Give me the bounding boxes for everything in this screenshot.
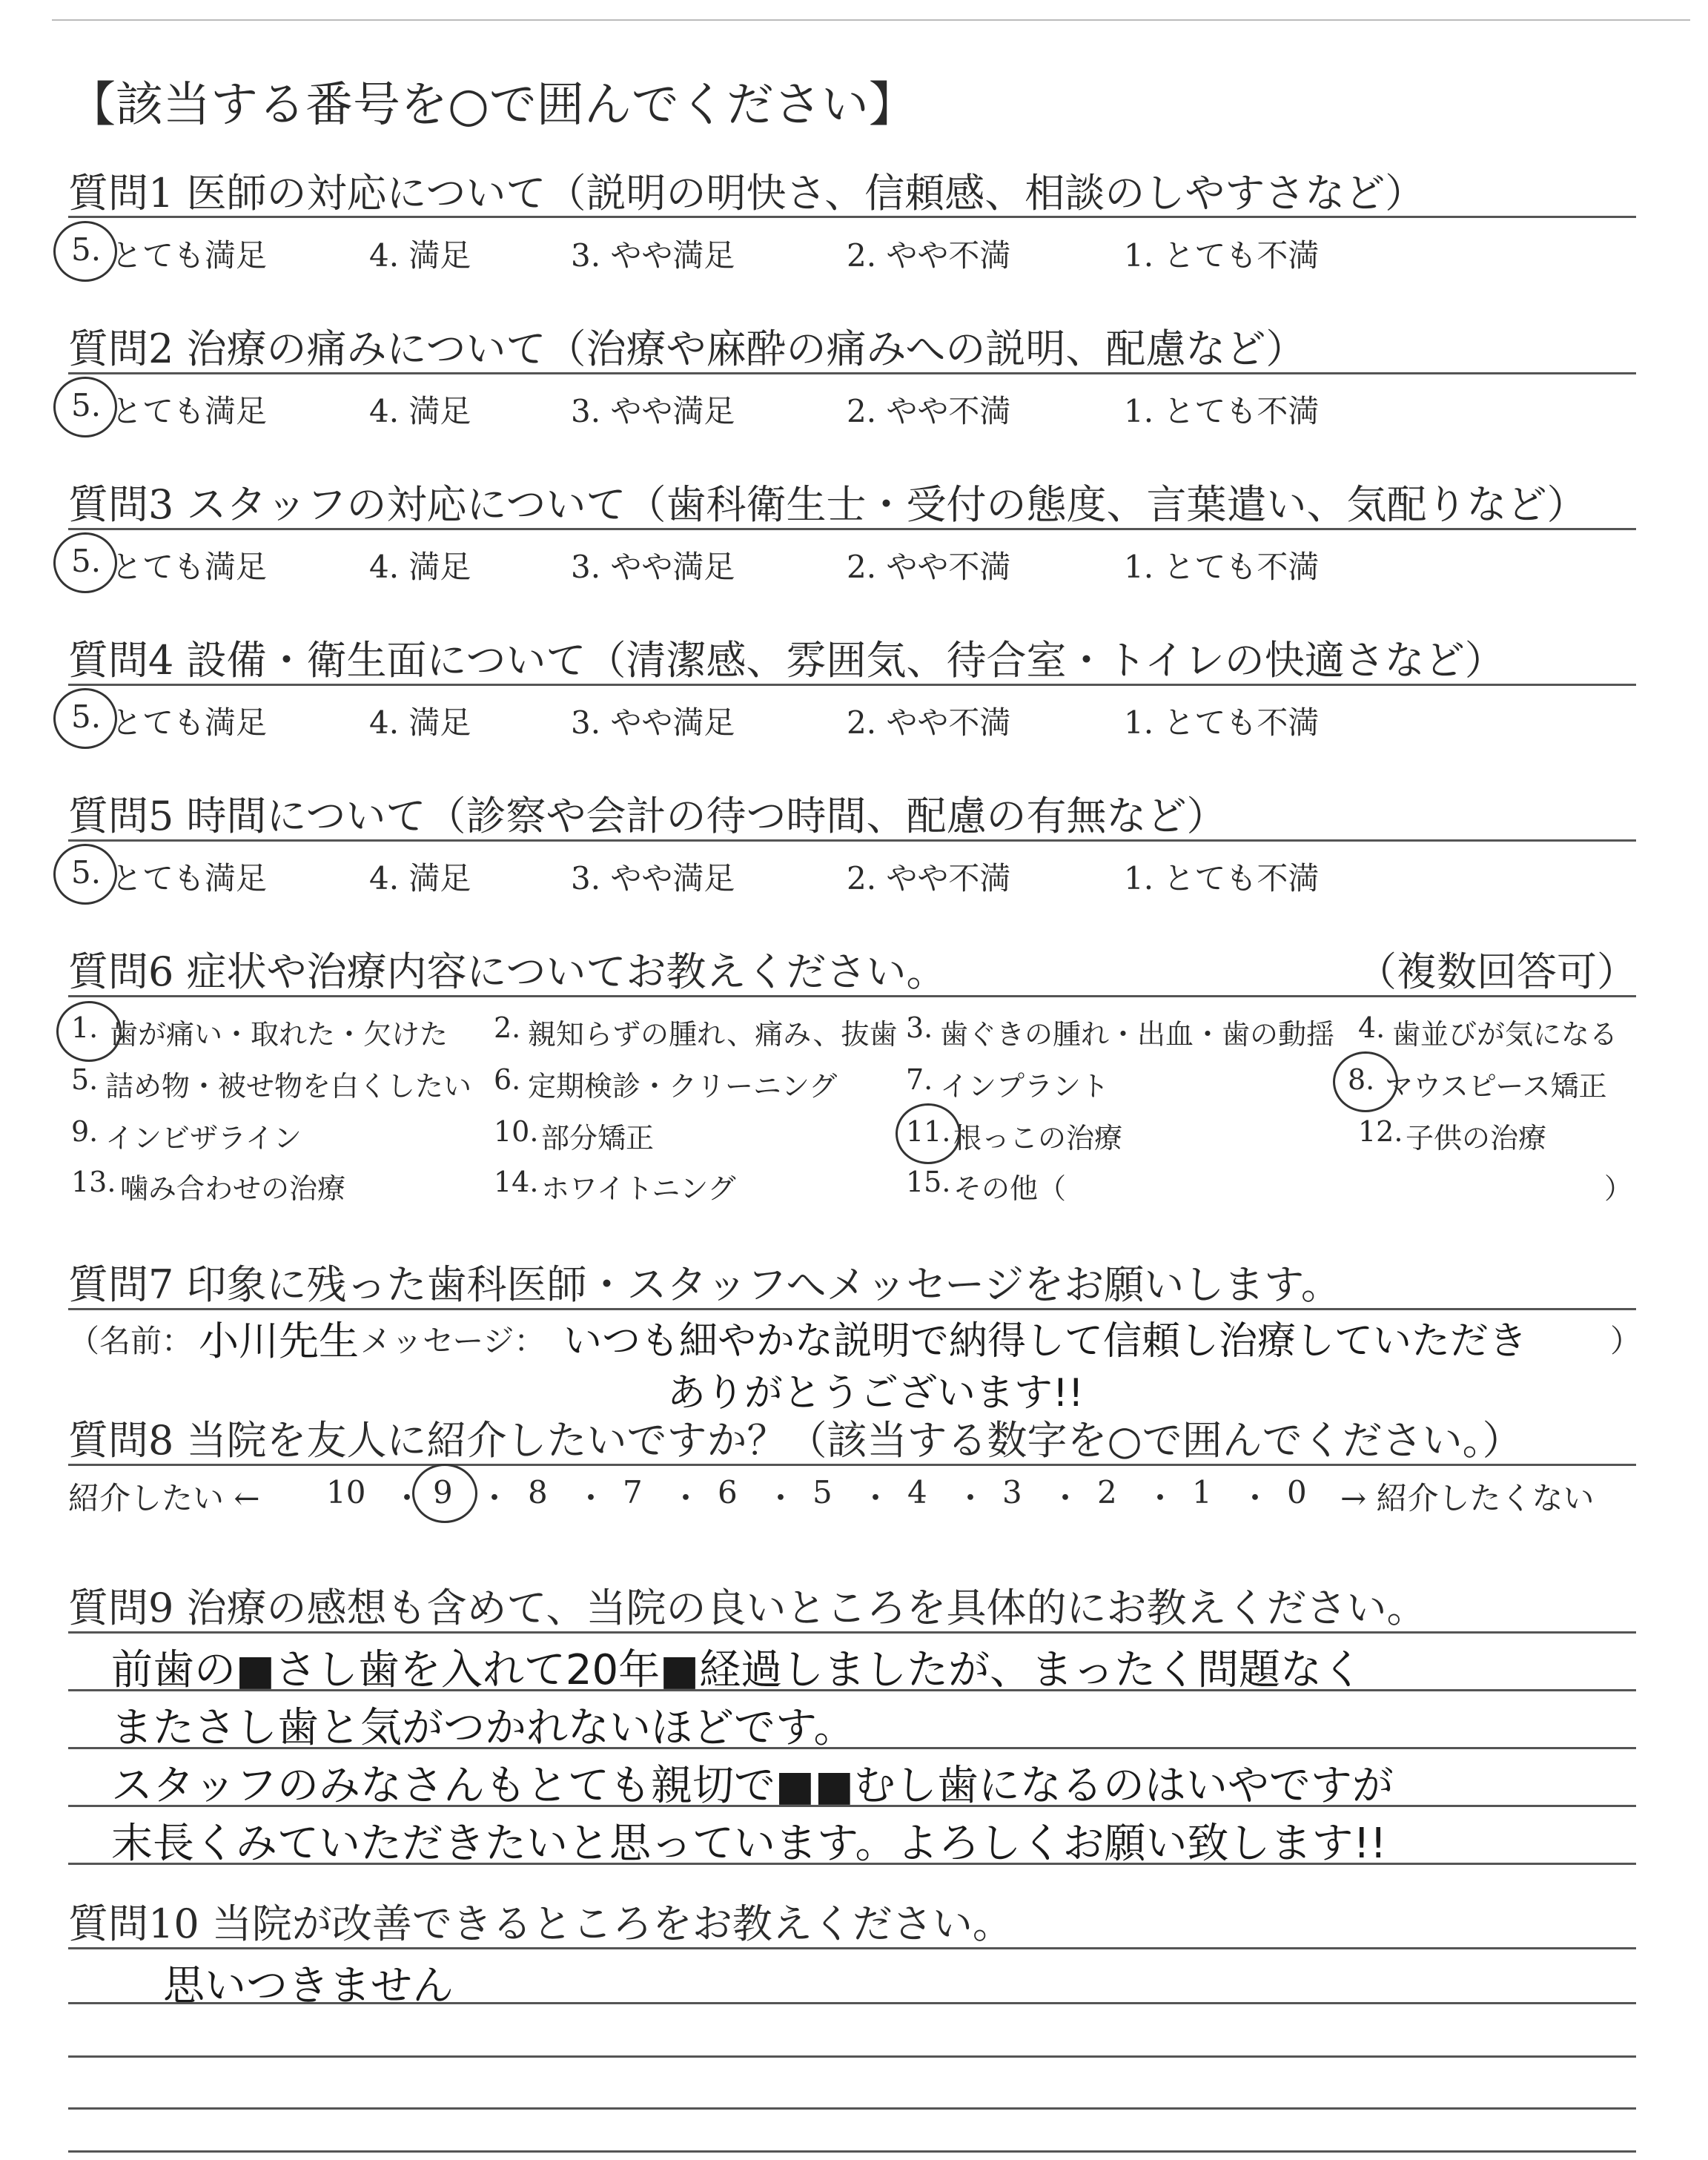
q2-opt2[interactable]: 2. やや不満 xyxy=(847,393,1011,429)
q7-message-label: メッセージ： xyxy=(360,1323,546,1359)
q1-opt3[interactable]: 3. やや満足 xyxy=(571,237,735,274)
q6-opt4-label: 歯並びが気になる xyxy=(1392,1018,1618,1051)
q10-title: 質問10 当院が改善できるところをお教えください。 xyxy=(68,1900,1013,1947)
q6-opt11-label: 根っこの治療 xyxy=(953,1122,1123,1155)
q9-answer-line1[interactable]: 前歯の■さし歯を入れて20年■経過しましたが、まったく問題なく xyxy=(111,1646,1364,1694)
q9-rule-3 xyxy=(68,1805,1636,1807)
q8-val-2[interactable]: 2 xyxy=(1097,1474,1117,1510)
q10-rule-4 xyxy=(68,2150,1636,2153)
q1-opt4[interactable]: 4. 満足 xyxy=(369,237,471,274)
q2-opt3[interactable]: 3. やや満足 xyxy=(571,393,735,429)
q1-opt1[interactable]: 1. とても不満 xyxy=(1124,237,1320,274)
q6-opt6-label: 定期検診・クリーニング xyxy=(528,1070,838,1103)
q6-note: （複数回答可） xyxy=(1357,948,1637,995)
q2-title: 質問2 治療の痛みについて（治療や麻酔の痛みへの説明、配慮など） xyxy=(68,326,1306,372)
q6-rule xyxy=(68,995,1636,997)
q7-name-label: （名前： xyxy=(68,1323,193,1359)
q2-opt4[interactable]: 4. 満足 xyxy=(369,393,471,429)
q6-other-close: ） xyxy=(1604,1172,1633,1205)
q8-dot: ・ xyxy=(1239,1480,1271,1516)
q3-opt1[interactable]: 1. とても不満 xyxy=(1124,549,1320,585)
q8-dot: ・ xyxy=(479,1480,511,1516)
q6-opt7-num[interactable]: 7. xyxy=(906,1063,933,1096)
q9-title: 質問9 治療の感想も含めて、当院の良いところを具体的にお教えください。 xyxy=(68,1585,1427,1631)
q10-answer-line1[interactable]: 思いつきません xyxy=(163,1962,454,2010)
q6-opt2-label: 親知らずの腫れ、痛み、抜歯 xyxy=(528,1018,898,1051)
q6-opt2-num[interactable]: 2. xyxy=(494,1011,521,1044)
q8-dot: ・ xyxy=(765,1480,797,1516)
q6-title: 質問6 症状や治療内容についてお教えください。 xyxy=(68,948,947,995)
q9-rule-2 xyxy=(68,1747,1636,1749)
q7-message-line1[interactable]: いつも細やかな説明で納得して信頼し治療していただき xyxy=(563,1319,1528,1364)
q6-opt6-num[interactable]: 6. xyxy=(494,1063,521,1096)
q4-opt2[interactable]: 2. やや不満 xyxy=(847,704,1011,741)
q6-opt5-label: 詰め物・被せ物を白くしたい xyxy=(105,1070,472,1103)
q8-val-3[interactable]: 3 xyxy=(1002,1474,1022,1510)
q6-opt11-num[interactable]: 11. xyxy=(906,1115,951,1148)
q3-opt5-num[interactable]: 5. xyxy=(71,543,102,579)
q8-val-8[interactable]: 8 xyxy=(528,1474,548,1510)
q10-rule-3 xyxy=(68,2107,1636,2110)
q3-opt4[interactable]: 4. 満足 xyxy=(369,549,471,585)
q6-opt15-label: その他（ xyxy=(953,1172,1067,1205)
q10-rule-0 xyxy=(68,1947,1636,1949)
q8-title: 質問8 当院を友人に紹介したいですか？（該当する数字を○で囲んでください。） xyxy=(68,1417,1523,1464)
top-border xyxy=(52,19,1690,21)
q6-opt9-num[interactable]: 9. xyxy=(71,1115,99,1148)
q5-rule xyxy=(68,839,1636,842)
q3-opt3[interactable]: 3. やや満足 xyxy=(571,549,735,585)
q8-val-5[interactable]: 5 xyxy=(812,1474,833,1510)
q5-opt2[interactable]: 2. やや不満 xyxy=(847,860,1011,896)
q4-opt3[interactable]: 3. やや満足 xyxy=(571,704,735,741)
q6-opt14-label: ホワイトニング xyxy=(541,1172,736,1205)
q6-opt13-num[interactable]: 13. xyxy=(71,1166,116,1198)
q8-val-7[interactable]: 7 xyxy=(623,1474,643,1510)
q3-title: 質問3 スタッフの対応について（歯科衛生士・受付の態度、言葉遣い、気配りなど） xyxy=(68,481,1587,528)
q1-opt5-num[interactable]: 5. xyxy=(71,231,102,268)
q4-title: 質問4 設備・衛生面について（清潔感、雰囲気、待合室・トイレの快適さなど） xyxy=(68,637,1505,684)
q5-opt1[interactable]: 1. とても不満 xyxy=(1124,860,1320,896)
q6-opt1-num[interactable]: 1. xyxy=(71,1011,99,1044)
q8-dot: ・ xyxy=(1050,1480,1082,1516)
q2-opt5-num[interactable]: 5. xyxy=(71,387,102,423)
q6-opt13-label: 噛み合わせの治療 xyxy=(120,1172,346,1205)
q5-title: 質問5 時間について（診察や会計の待つ時間、配慮の有無など） xyxy=(68,793,1227,839)
q6-opt4-num[interactable]: 4. xyxy=(1358,1011,1386,1044)
q8-right-label: → 紹介したくない xyxy=(1340,1480,1595,1516)
q8-dot: ・ xyxy=(955,1480,987,1516)
q1-title: 質問1 医師の対応について（説明の明快さ、信頼感、相談のしやすさなど） xyxy=(68,170,1426,217)
q6-opt8-label: マウスピース矯正 xyxy=(1385,1070,1607,1103)
q1-opt5-label: とても満足 xyxy=(111,237,268,274)
q8-left-label: 紹介したい ← xyxy=(68,1480,260,1516)
q8-val-6[interactable]: 6 xyxy=(718,1474,738,1510)
instruction-heading: 【該当する番号を○で囲んでください】 xyxy=(68,78,916,133)
q4-opt4[interactable]: 4. 満足 xyxy=(369,704,471,741)
q3-opt5-label: とても満足 xyxy=(111,549,268,585)
q6-opt7-label: インプラント xyxy=(940,1070,1110,1103)
q1-rule xyxy=(68,216,1636,218)
q6-opt12-label: 子供の治療 xyxy=(1406,1122,1547,1155)
q8-rule xyxy=(68,1464,1636,1466)
q5-opt3[interactable]: 3. やや満足 xyxy=(571,860,735,896)
q7-message-line2[interactable]: ありがとうございます!! xyxy=(667,1371,1084,1416)
q6-opt10-label: 部分矯正 xyxy=(541,1122,655,1155)
q4-rule xyxy=(68,684,1636,686)
q9-answer-line4[interactable]: 末長くみていただきたいと思っています。よろしくお願い致します!! xyxy=(111,1820,1387,1868)
q9-rule-1 xyxy=(68,1689,1636,1691)
q6-opt10-num[interactable]: 10. xyxy=(494,1115,539,1148)
q4-opt5-num[interactable]: 5. xyxy=(71,698,102,735)
q5-opt5-num[interactable]: 5. xyxy=(71,854,102,891)
q6-opt15-num[interactable]: 15. xyxy=(906,1166,951,1198)
q6-opt14-num[interactable]: 14. xyxy=(494,1166,539,1198)
q8-val-4[interactable]: 4 xyxy=(907,1474,927,1510)
q8-dot: ・ xyxy=(1145,1480,1176,1516)
q9-rule-4 xyxy=(68,1863,1636,1865)
q6-opt5-num[interactable]: 5. xyxy=(71,1063,99,1096)
q8-val-0[interactable]: 0 xyxy=(1287,1474,1307,1510)
q8-dot: ・ xyxy=(391,1480,423,1516)
q8-dot: ・ xyxy=(670,1480,702,1516)
q9-rule-0 xyxy=(68,1631,1636,1634)
q3-opt2[interactable]: 2. やや不満 xyxy=(847,549,1011,585)
q7-title: 質問7 印象に残った歯科医師・スタッフへメッセージをお願いします。 xyxy=(68,1261,1341,1308)
q4-opt5-label: とても満足 xyxy=(111,704,268,741)
q8-val-10[interactable]: 10 xyxy=(326,1474,366,1510)
q5-opt5-label: とても満足 xyxy=(111,860,268,896)
q10-rule-2 xyxy=(68,2055,1636,2058)
q8-val-9[interactable]: 9 xyxy=(433,1474,453,1510)
q6-opt12-num[interactable]: 12. xyxy=(1358,1115,1403,1148)
q6-opt3-num[interactable]: 3. xyxy=(906,1011,933,1044)
q6-opt1-label: 歯が痛い・取れた・欠けた xyxy=(110,1018,448,1051)
q8-dot: ・ xyxy=(575,1480,607,1516)
q2-opt5-label: とても満足 xyxy=(111,393,268,429)
q3-rule xyxy=(68,528,1636,530)
q9-answer-line3[interactable]: スタッフのみなさんもとても親切で■■むし歯になるのはいやですが xyxy=(111,1762,1394,1810)
q10-rule-1 xyxy=(68,2002,1636,2004)
q6-opt9-label: インビザライン xyxy=(105,1122,302,1155)
q5-opt4[interactable]: 4. 満足 xyxy=(369,860,471,896)
q9-answer-line2[interactable]: またさし歯と気がつかれないほどです。 xyxy=(111,1704,855,1752)
q1-opt2[interactable]: 2. やや不満 xyxy=(847,237,1011,274)
q8-dot: ・ xyxy=(860,1480,892,1516)
q6-opt3-label: 歯ぐきの腫れ・出血・歯の動揺 xyxy=(940,1018,1335,1051)
q4-opt1[interactable]: 1. とても不満 xyxy=(1124,704,1320,741)
q7-message-close: ） xyxy=(1610,1323,1642,1359)
q7-name-value[interactable]: 小川先生 xyxy=(199,1318,359,1364)
q2-rule xyxy=(68,372,1636,374)
q6-opt8-num[interactable]: 8. xyxy=(1348,1063,1375,1096)
q2-opt1[interactable]: 1. とても不満 xyxy=(1124,393,1320,429)
q8-val-1[interactable]: 1 xyxy=(1192,1474,1212,1510)
